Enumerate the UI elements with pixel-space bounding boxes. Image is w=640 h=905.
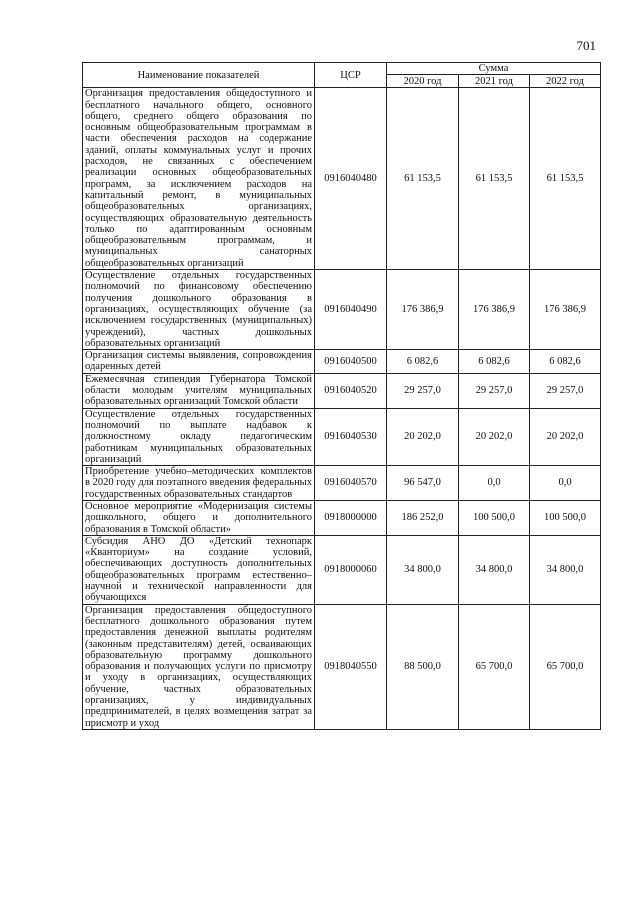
table-row: [83, 500, 601, 535]
row-value-2022: 34 800,0: [530, 535, 601, 604]
row-value-2022: 100 500,0: [530, 500, 601, 535]
row-name: Организация предоставления общедоступного бесплатного дошкольного образования путем предоставления денежной выплаты родителям (законным представителям) детей, осваивающих образовательную программу дошкольного образования и получающих услуги по присмотру и уходу в организациях, осуществляющих обучение, частных образовательных организациях, у индивидуальных предпринимателей, в целях возмещения затрат за присмотр и уход: [83, 604, 315, 729]
row-value-2022: 65 700,0: [530, 604, 601, 729]
row-value-2021: 0,0: [459, 466, 530, 501]
row-value-2020: 88 500,0: [387, 604, 459, 729]
row-value-2021: 65 700,0: [459, 604, 530, 729]
row-value-2021: 34 800,0: [459, 535, 530, 604]
row-value-2022: 29 257,0: [530, 373, 601, 408]
row-value-2021: 176 386,9: [459, 270, 530, 350]
row-csr: 0916040500: [315, 350, 387, 374]
header-year-2022: 2022 год: [530, 75, 601, 88]
header-name: Наименование показателей: [83, 63, 315, 88]
table-row: [83, 408, 601, 465]
table-row: [83, 373, 601, 408]
budget-table: [82, 62, 601, 730]
row-value-2022: 176 386,9: [530, 270, 601, 350]
row-name: Организация предоставления общедоступного и бесплатного начального общего, основного общего, среднего общего образования по основным общеобразовательным программам в части обеспечения расходов на содержание зданий, оплаты коммунальных услуг и прочих расходов, не связанных с обеспечением реализации основных общеобразовательных программ, за исключением расходов на капитальный ремонт, в муниципальных общеобразовательных организациях, осуществляющих образовательную деятельность только по адаптированным основным общеобразовательным программам, и муниципальных санаторных общеобразовательных организаций: [83, 88, 315, 270]
row-value-2021: 61 153,5: [459, 88, 530, 270]
row-value-2022: 0,0: [530, 466, 601, 501]
page-number: 701: [576, 38, 596, 53]
row-value-2021: 100 500,0: [459, 500, 530, 535]
row-name: Организация системы выявления, сопровождения одаренных детей: [83, 350, 315, 374]
header-year-2020: 2020 год: [387, 75, 459, 88]
row-name: Осуществление отдельных государственных полномочий по выплате надбавок к должностному окладу педагогическим работникам муниципальных образовательных организаций: [83, 408, 315, 465]
row-name: Приобретение учебно–методических комплектов в 2020 году для поэтапного введения федеральных государственных образовательных стандартов: [83, 466, 315, 501]
table-row: [83, 88, 601, 270]
table-row: [83, 466, 601, 501]
row-value-2020: 29 257,0: [387, 373, 459, 408]
row-csr: 0916040530: [315, 408, 387, 465]
table-row: [83, 604, 601, 729]
header-sum: Сумма: [387, 63, 601, 75]
row-value-2022: 61 153,5: [530, 88, 601, 270]
row-csr: 0916040490: [315, 270, 387, 350]
row-value-2020: 6 082,6: [387, 350, 459, 374]
table-row: [83, 270, 601, 350]
header-year-2021: 2021 год: [459, 75, 530, 88]
row-csr: 0916040570: [315, 466, 387, 501]
row-csr: 0916040520: [315, 373, 387, 408]
row-name: Ежемесячная стипендия Губернатора Томской области молодым учителям муниципальных образовательных организаций Томской области: [83, 373, 315, 408]
row-name: Субсидия АНО ДО «Детский технопарк «Кванториум» на создание условий, обеспечивающих доступность дополнительных общеобразовательных программ естественно–научной и технической направленности для обучающихся: [83, 535, 315, 604]
row-value-2021: 29 257,0: [459, 373, 530, 408]
row-csr: 0918000060: [315, 535, 387, 604]
row-value-2020: 186 252,0: [387, 500, 459, 535]
row-value-2021: 6 082,6: [459, 350, 530, 374]
row-csr: 0918040550: [315, 604, 387, 729]
row-csr: 0918000000: [315, 500, 387, 535]
table-row: [83, 535, 601, 604]
row-value-2020: 34 800,0: [387, 535, 459, 604]
row-name: Осуществление отдельных государственных полномочий по финансовому обеспечению получения дошкольного образования в организациях, осуществляющих обучение (за исключением государственных (муниципальных) учреждений), частных дошкольных образовательных организаций: [83, 270, 315, 350]
header-csr: ЦСР: [315, 63, 387, 88]
row-value-2020: 20 202,0: [387, 408, 459, 465]
table-row: [83, 350, 601, 374]
row-value-2021: 20 202,0: [459, 408, 530, 465]
row-name: Основное мероприятие «Модернизация системы дошкольного, общего и дополнительного образования в Томской области»: [83, 500, 315, 535]
row-value-2022: 20 202,0: [530, 408, 601, 465]
row-value-2020: 96 547,0: [387, 466, 459, 501]
row-csr: 0916040480: [315, 88, 387, 270]
row-value-2020: 176 386,9: [387, 270, 459, 350]
row-value-2020: 61 153,5: [387, 88, 459, 270]
row-value-2022: 6 082,6: [530, 350, 601, 374]
